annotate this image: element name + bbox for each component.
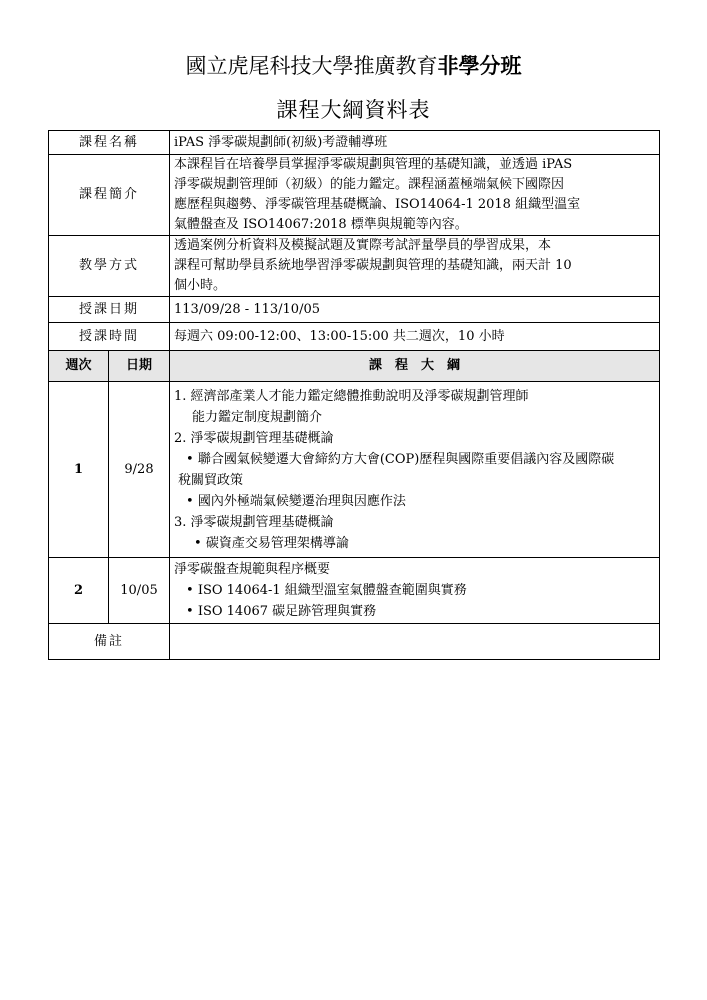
outline-bullet: • 碳資產交易管理架構導論 bbox=[194, 535, 349, 551]
teaching-method-label: 教學方式 bbox=[49, 236, 170, 297]
col-date-header: 日期 bbox=[109, 351, 170, 382]
course-time-row bbox=[49, 323, 660, 351]
col-outline-header: 課 程 大 綱 bbox=[170, 351, 660, 382]
intro-line: 氣體盤查及 ISO14067:2018 標準與規範等內容。 bbox=[174, 217, 468, 232]
method-line: 個小時。 bbox=[174, 278, 227, 293]
intro-line: 本課程旨在培養學員掌握淨零碳規劃與管理的基礎知識，並透過 iPAS bbox=[174, 157, 573, 172]
course-time-value: 每週六 09:00-12:00、13:00-15:00 共二週次，10 小時 bbox=[170, 323, 660, 351]
course-name-row bbox=[49, 131, 660, 155]
title-bold: 非學分班 bbox=[437, 54, 522, 78]
outline-bullet: • ISO 14067 碳足跡管理與實務 bbox=[186, 604, 377, 619]
course-time-label: 授課時間 bbox=[49, 323, 170, 351]
course-intro-text bbox=[170, 155, 660, 236]
method-line: 課程可幫助學員系統地學習淨零碳規劃與管理的基礎知識，兩天計 10 bbox=[174, 258, 572, 273]
course-intro-label: 課程簡介 bbox=[49, 155, 170, 236]
outline-item: 能力鑑定制度規劃簡介 bbox=[192, 409, 323, 425]
page-subtitle: 課程大綱資料表 bbox=[276, 98, 431, 122]
course-date-value: 113/09/28 - 113/10/05 bbox=[170, 297, 660, 323]
schedule-row-week-1 bbox=[49, 382, 660, 558]
remark-row bbox=[49, 624, 660, 660]
course-date-label: 授課日期 bbox=[49, 297, 170, 323]
remark-value bbox=[170, 624, 660, 660]
outline-item: 淨零碳盤查規範與程序概要 bbox=[174, 562, 331, 577]
teaching-method-text bbox=[170, 236, 660, 297]
course-intro-row bbox=[49, 155, 660, 236]
outline-item: 2. 淨零碳規劃管理基礎概論 bbox=[174, 430, 334, 446]
course-outline-table bbox=[48, 130, 660, 660]
remark-label: 備註 bbox=[49, 624, 170, 660]
intro-line: 淨零碳規劃管理師（初級）的能力鑑定。課程涵蓋極端氣候下國際因 bbox=[174, 177, 565, 192]
course-name-value: iPAS 淨零碳規劃師(初級)考證輔導班 bbox=[170, 131, 660, 155]
outline-bullet: • 聯合國氣候變遷大會締約方大會(COP)歷程與國際重要倡議內容及國際碳 bbox=[186, 451, 615, 467]
intro-line: 應歷程與趨勢、淨零碳管理基礎概論、ISO14064-1 2018 組織型溫室 bbox=[174, 197, 581, 212]
week-date: 10/05 bbox=[109, 558, 170, 624]
outline-bullet: • ISO 14064-1 組織型溫室氣體盤查範圍與實務 bbox=[186, 583, 467, 598]
outline-item: 1. 經濟部產業人才能力鑑定總體推動說明及淨零碳規劃管理師 bbox=[174, 388, 529, 404]
week-outline bbox=[170, 558, 660, 624]
course-date-row bbox=[49, 297, 660, 323]
page-title bbox=[0, 50, 707, 80]
schedule-header-row bbox=[49, 351, 660, 382]
schedule-row-week-2 bbox=[49, 558, 660, 624]
method-line: 透過案例分析資料及模擬試題及實際考試評量學員的學習成果，本 bbox=[174, 238, 552, 253]
week-outline bbox=[170, 382, 660, 558]
week-number: 1 bbox=[49, 382, 109, 558]
week-number: 2 bbox=[49, 558, 109, 624]
outline-bullet: • 國內外極端氣候變遷治理與因應作法 bbox=[186, 493, 406, 509]
course-name-label: 課程名稱 bbox=[49, 131, 170, 155]
outline-item: 3. 淨零碳規劃管理基礎概論 bbox=[174, 514, 334, 530]
outline-item: 稅關貿政策 bbox=[178, 472, 244, 488]
col-week-header: 週次 bbox=[49, 351, 109, 382]
teaching-method-row bbox=[49, 236, 660, 297]
week-date: 9/28 bbox=[109, 382, 170, 558]
title-prefix: 國立虎尾科技大學推廣教育 bbox=[185, 54, 438, 78]
